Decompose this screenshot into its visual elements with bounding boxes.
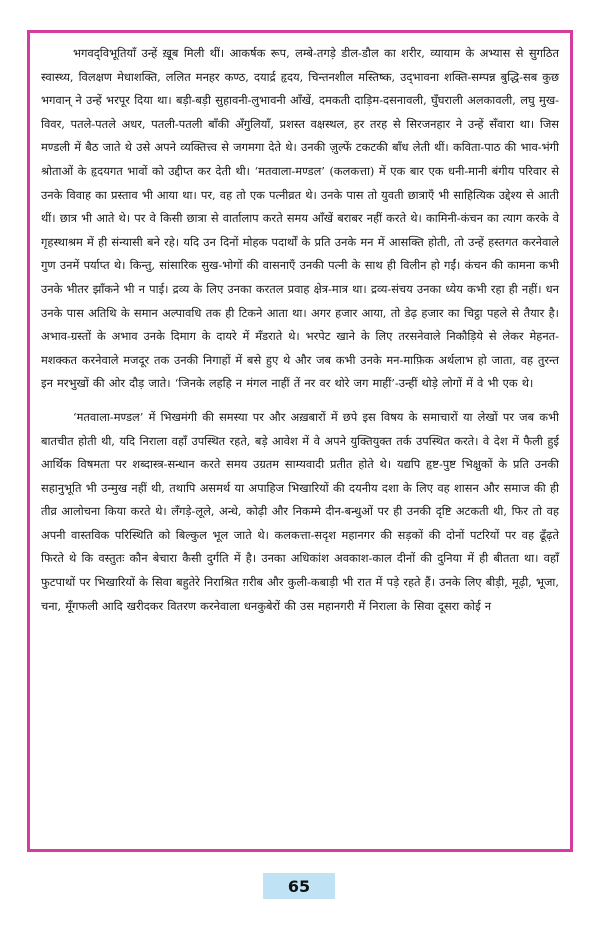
body-paragraph-2: ‘मतवाला-मण्डल’ में भिखमंगी की समस्या पर और अख़बारों में छपे इस विषय के समाचारों या लेखों पर जब कभी बातचीत होती थी, यदि निराला वहाँ उपस्थित रहते, बड़े आवेश में वे अपने युक्तियुक्त तर्क उपस्थित करते। वे देश में फैली हुई आर्थिक विषमता पर शब्दास्त्र-सन्धान करते समय उग्रतम साम्यवादी प्रतीत होते थे। यद्यपि हृष्ट-पुष्ट भिक्षुकों के प्रति उनकी सहानुभूति भी उन्मुख नहीं थी, तथापि असमर्थ या अपाहिज भिखारियों की दयनीय दशा के लिए वह शासन और समाज की ही तीव्र आलोचना किया करते थे। लँगड़े-लूले, अन्धे, कोढ़ी और निकम्मे दीन-बन्धुओं पर ही उनकी दृष्टि अटकती थी, फिर तो वह अपनी वास्तविक परिस्थिति को बिल्कुल भूल जाते थे। कलकत्ता-सदृश महानगर की सड़कों की दोनों पटरियों पर वह ढूँढ़ते फिरते थे कि वस्तुतः कौन बेचारा कैसी दुर्गति में है। उनका अधिकांश अवकाश-काल दीनों की दुनिया में ही बीतता था। वहाँ फुटपाथों पर भिखारियों के सिवा बहुतेरे निराश्रित ग़रीब और कुली-कबाड़ी भी रात में पड़े रहते हैं। उनके लिए बीड़ी, मूढ़ी, भूजा, चना, मूँगफली आदि खरीदकर वितरण करनेवाला धनकुबेरों की उस महानगरी में निराला के सिवा दूसरा कोई न <box>41 409 559 613</box>
body-paragraph-1: भगवद्‌विभूतियाँ उन्हें ख़ूब मिली थीं। आकर्षक रूप, लम्बे-तगड़े डील-डौल का शरीर, व्यायाम के अभ्यास से सुगठित स्वास्थ्य, विलक्षण मेधाशक्ति, ललित मनहर कण्ठ, दयार्द्र हृदय, चिन्तनशील मस्तिष्क, उद्‌भावना शक्ति-सम्पन्न बुद्धि-सब कुछ भगवान्‌ ने उन्हें भरपूर दिया था। बड़ी-बड़ी सुहावनी-लुभावनी आँखें, दमकती दाड़िम-दसनावली, घुँघराली अलकावली, लघु मुख-विवर, पतले-पतले अधर, पतली-पतली बाँकी अँगुलियाँ, प्रशस्त वक्षस्थल, हर तरह से सिरजनहार ने उन्हें सँवारा था। जिस मण्डली में बैठ जाते थे उसे अपने व्यक्तित्त्व से जगमगा देते थे। उनकी ज़ुल्फें टकटकी बाँध लेती थीं। कविता-पाठ की भाव-भंगी श्रोताओं के हृदयगत भावों को उद्दीप्त कर देती थी। ‘मतवाला-मण्डल’ (कलकत्ता) में एक बार एक धनी-मानी बंगीय परिवार से उनके विवाह का प्रस्ताव भी आया था। पर, वह तो एक पत्नीव्रत थे। उनके पास तो युवती छात्राएँ भी साहित्यिक उद्देश्य से आती थीं। छात्र भी आते थे। पर वे किसी छात्रा से वार्तालाप करते समय आँखें बराबर नहीं करते थे। कामिनी-कंचन का त्याग करके वे गृहस्थाश्रम में ही संन्यासी बने रहे। यदि उन दिनों मोहक पदार्थों के प्रति उनके मन में आसक्ति होती, तो उन्हें हस्तगत करनेवाले गुण उनमें पर्याप्त थे। किन्तु, सांसारिक सुख-भोगों की वासनाएँ उनकी पत्नी के साथ ही विलीन हो गईं। कंचन की कामना कभी उनके भीतर झाँकने भी न पाई। द्रव्य के लिए उनका करतल प्रवाह क्षेत्र-मात्र था। द्रव्य-संचय उनका ध्येय कभी रहा ही नहीं। धन उनके पास अतिथि के समान अल्पावधि तक ही टिकने आता था। अगर हजार आया, तो डेढ़ हजार का चिट्ठा पहले से तैयार है। अभाव-ग्रस्तों के अभाव उनके दिमाग के दायरे में मँडराते थे। भरपेट खाने के लिए तरसनेवाले निकौड़िये से लेकर मेहनत-मशक्कत करनेवाले मजदूर तक उनकी निगाहों में बसे हुए थे और जब कभी उनके मन-माफ़िक अर्थलाभ हो जाता, वह तुरन्त इन मरभुखों की ओर दौड़ जाते। ‘जिनके लहहि न मंगल नाहीं तें नर वर थोरे जग माहीं’-उन्हीं थोड़े लोगों में वे भी एक थे। <box>41 46 559 391</box>
page-number: 65 <box>263 873 335 899</box>
page-border-frame <box>27 30 573 852</box>
